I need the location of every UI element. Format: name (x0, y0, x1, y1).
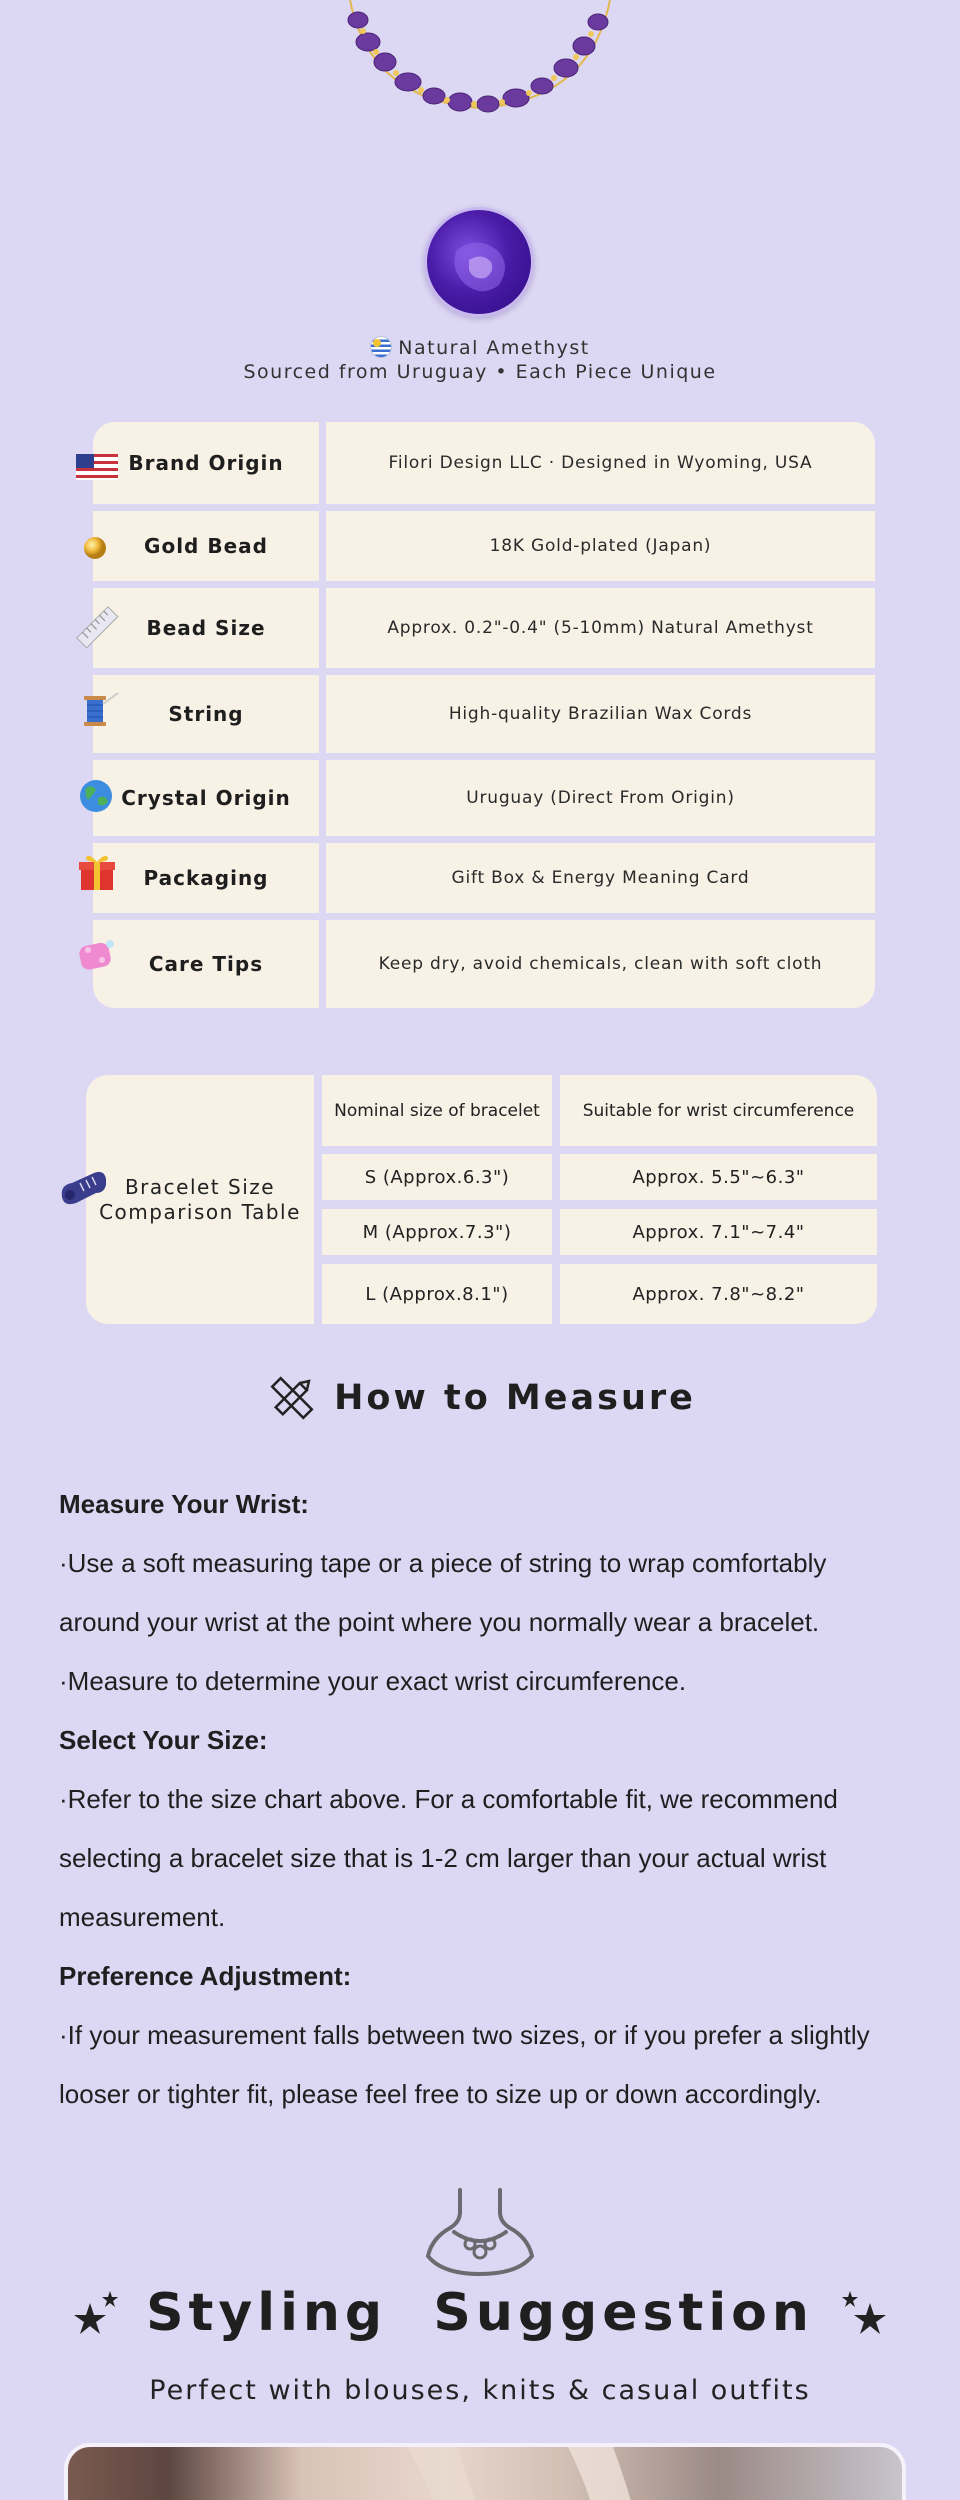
necklace-bust-icon (424, 2186, 536, 2278)
spec-label: Crystal Origin (93, 760, 319, 836)
origin-title (0, 336, 960, 359)
spec-label: Care Tips (93, 920, 319, 1008)
measuring-tape-icon (58, 1163, 110, 1211)
size-header-nominal: Nominal size of bracelet (322, 1075, 552, 1146)
spec-row-packaging (93, 843, 875, 913)
instruction-text: selecting a bracelet size that is 1-2 cm larger than your actual wrist (59, 1843, 827, 1873)
size-table-title-line1: Bracelet Size (124, 1174, 276, 1199)
instruction-text: ·Measure to determine your exact wrist circumference. (59, 1666, 687, 1696)
sponge-icon (74, 936, 118, 976)
size-cell-m-wrist: Approx. 7.1"~7.4" (560, 1209, 877, 1255)
origin-title-text: Natural Amethyst (398, 337, 590, 359)
spec-value: Approx. 0.2"-0.4" (5-10mm) Natural Amethyst (326, 588, 875, 668)
how-to-measure-heading (0, 1370, 960, 1426)
origin-subtitle: Sourced from Uruguay • Each Piece Unique (243, 361, 717, 383)
gift-icon (78, 852, 116, 892)
instruction-heading: Select Your Size: (59, 1725, 268, 1755)
product-specs-table (93, 422, 875, 1008)
uruguay-flag-icon (370, 336, 392, 358)
spec-label: Gold Bead (93, 511, 319, 581)
spec-label: Packaging (93, 843, 319, 913)
measure-instructions (59, 1475, 919, 2124)
spec-value: Uruguay (Direct From Origin) (326, 760, 875, 836)
bracelet-size-table (86, 1075, 877, 1324)
styling-suggestion-subtitle: Perfect with blouses, knits & casual outfits (149, 2375, 811, 2406)
pencil-ruler-icon (264, 1370, 320, 1426)
size-table-title-line2: Comparison Table (99, 1199, 301, 1224)
stars-icon (74, 2291, 120, 2335)
spec-row-crystal-origin (93, 760, 875, 836)
spec-value: Filori Design LLC · Designed in Wyoming, USA (326, 422, 875, 504)
spec-row-care-tips (93, 920, 875, 1008)
spec-value: Keep dry, avoid chemicals, clean with soft cloth (326, 920, 875, 1008)
size-cell-m-nominal: M (Approx.7.3") (322, 1209, 552, 1255)
size-cell-s-nominal: S (Approx.6.3") (322, 1154, 552, 1200)
instruction-text: ·If your measurement falls between two sizes, or if you prefer a slightly (59, 2020, 870, 2050)
styling-suggestion-heading (0, 2283, 960, 2343)
us-flag-icon (76, 452, 120, 482)
spec-label: String (93, 675, 319, 753)
size-cell-l-wrist: Approx. 7.8"~8.2" (560, 1264, 877, 1324)
size-cell-l-nominal: L (Approx.8.1") (322, 1264, 552, 1324)
styling-photo (64, 2443, 906, 2500)
spec-row-brand-origin (93, 422, 875, 504)
spec-row-gold-bead (93, 511, 875, 581)
instruction-text: measurement. (59, 1902, 226, 1932)
amethyst-stone-image (424, 207, 534, 317)
size-table-title (86, 1075, 314, 1324)
instruction-text: ·Refer to the size chart above. For a comfortable fit, we recommend (59, 1784, 838, 1814)
spec-label: Brand Origin (93, 422, 319, 504)
spec-row-string (93, 675, 875, 753)
instruction-heading: Measure Your Wrist: (59, 1489, 309, 1519)
bracelet-image (330, 0, 630, 135)
stars-icon (840, 2291, 886, 2335)
instruction-heading: Preference Adjustment: (59, 1961, 352, 1991)
ruler-icon (76, 606, 120, 650)
gold-bead-icon (82, 535, 108, 561)
styling-suggestion-title: Styling Suggestion (146, 2283, 814, 2343)
thread-spool-icon (80, 690, 122, 732)
instruction-text: ·Use a soft measuring tape or a piece of string to wrap comfortably (59, 1548, 827, 1578)
instruction-text: around your wrist at the point where you normally wear a bracelet. (59, 1607, 820, 1637)
how-to-measure-title: How to Measure (334, 1378, 696, 1418)
instruction-text: looser or tighter fit, please feel free to size up or down accordingly. (59, 2079, 822, 2109)
spec-value: Gift Box & Energy Meaning Card (326, 843, 875, 913)
spec-row-bead-size (93, 588, 875, 668)
globe-icon (78, 778, 114, 814)
size-cell-s-wrist: Approx. 5.5"~6.3" (560, 1154, 877, 1200)
spec-value: High-quality Brazilian Wax Cords (326, 675, 875, 753)
size-header-wrist: Suitable for wrist circumference (560, 1075, 877, 1146)
spec-label: Bead Size (93, 588, 319, 668)
spec-value: 18K Gold-plated (Japan) (326, 511, 875, 581)
